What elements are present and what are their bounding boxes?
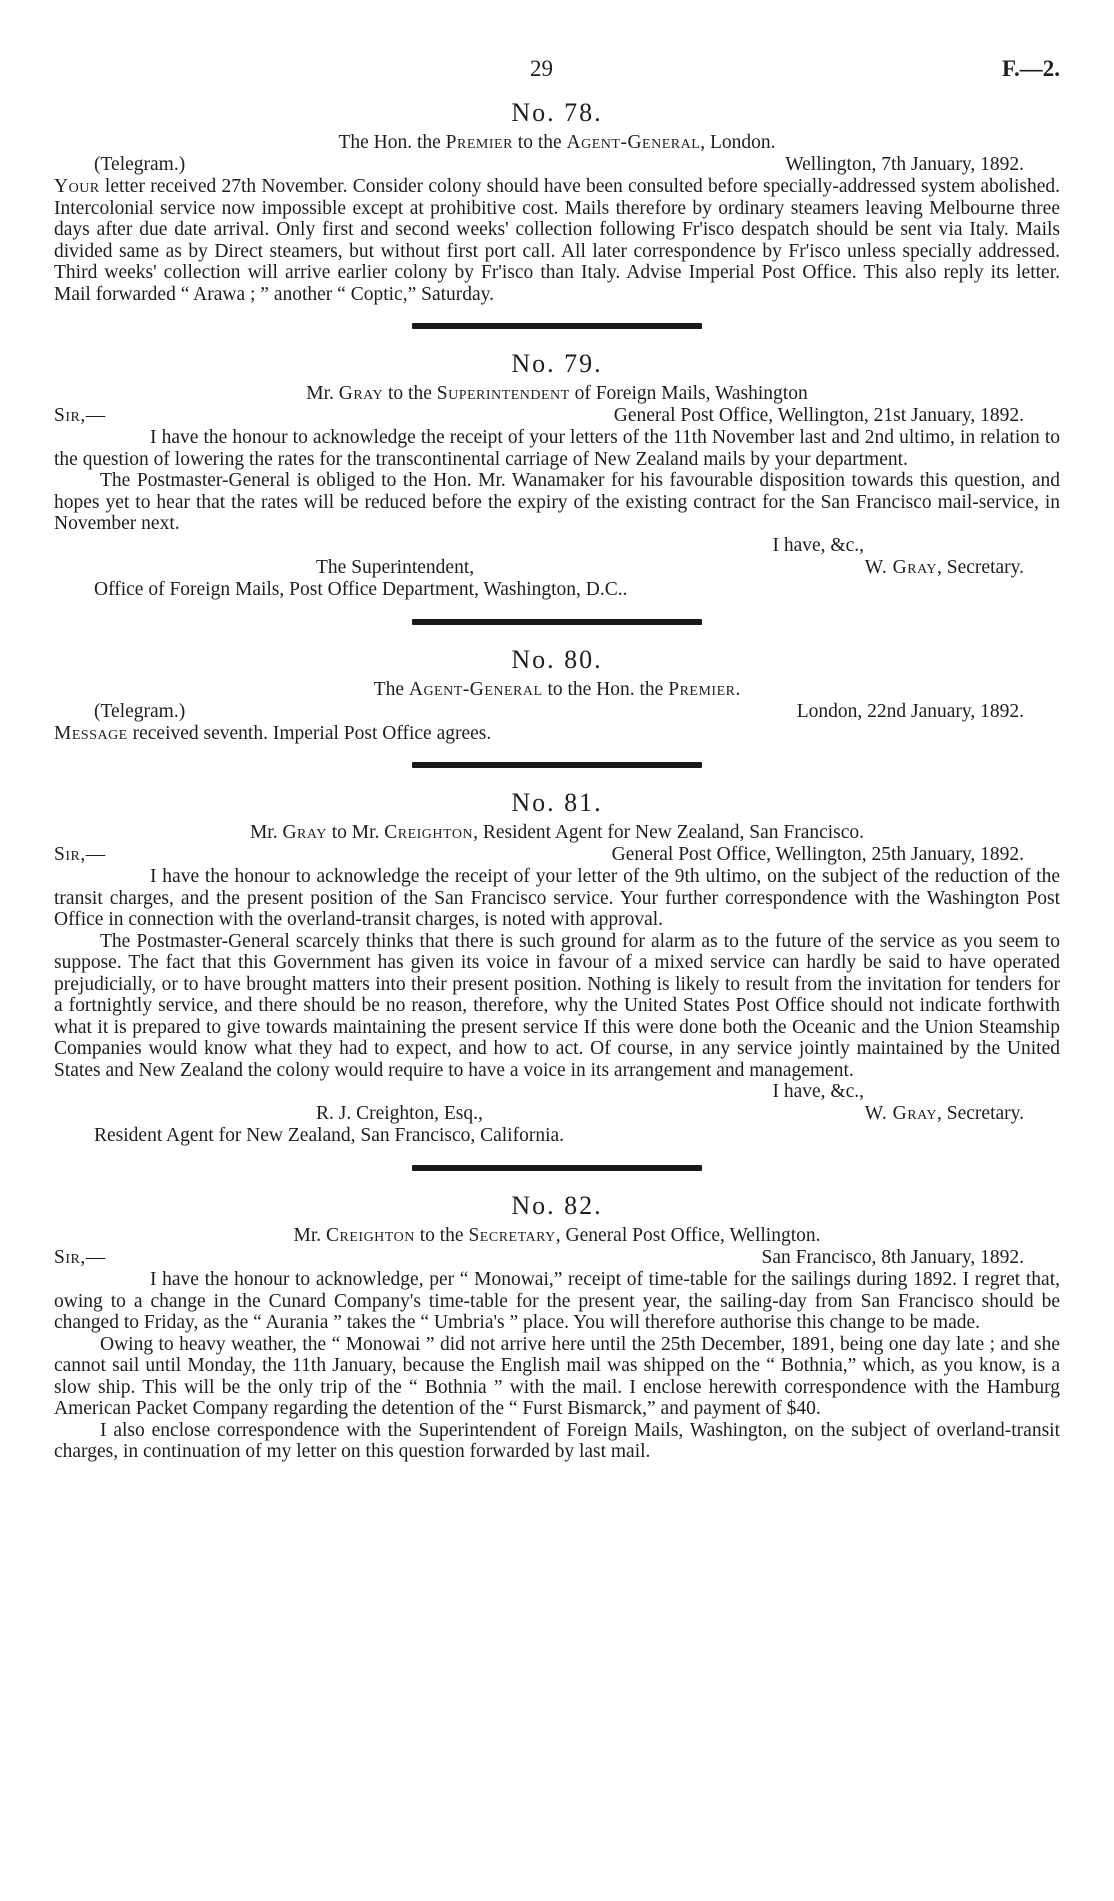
closing: I have, &c., xyxy=(772,534,864,556)
paragraph: I also enclose correspondence with the Superintendent of Foreign Mails, Washington, on the subject of overland-transit charges, in continuation of my letter on this question forwarded by last mail. xyxy=(54,1419,1060,1462)
dateline: San Francisco, 8th January, 1892. xyxy=(761,1247,1024,1268)
salutation: Sir,— xyxy=(54,844,106,865)
paragraph: I have the honour to acknowledge, per “ Monowai,” receipt of time-table for the sailings during 1892. I regret that, owing to a change in the Cunard Company's time-table for the present year, the sailing-day from San Francisco should be changed to Friday, as the “ Aurania ” takes the “ Umbria's ” place. You will therefore authorise this change to be made. xyxy=(54,1269,1060,1333)
letter-number: No. 80. xyxy=(511,644,603,674)
paragraph: The Postmaster-General scarcely thinks that there is such ground for alarm as to the future of the service as you seem to suppose. The fact that this Government has given its voice in favour of a mixed service can hardly be said to have operated prejudicially, or to have brought matters into their present position. Nothing is likely to result from the invitation for tenders for a fortnightly service, and there should be no reason, therefore, why the United States Post Office should not indicate forthwith what it is prepared to give towards maintaining the present service If this were done both the Oceanic and the Union Steamship Companies would know what they had to expect, and how to act. Of course, in any service jointly maintained by the United States and New Zealand the colony would require to have a voice in its arrangement and management. xyxy=(54,930,1060,1081)
salutation: Sir,— xyxy=(54,405,106,426)
letter-78 xyxy=(54,98,1060,305)
closing: I have, &c., xyxy=(772,1081,864,1102)
letter-heading: Mr. Creighton to the Secretary, General Post Office, Wellington. xyxy=(293,1225,821,1246)
dateline: London, 22nd January, 1892. xyxy=(796,700,1024,722)
paragraph: Owing to heavy weather, the “ Monowai ” did not arrive here until the 25th December, 1891, being one day late ; and she cannot sail until Monday, the 11th January, because the English mail was shipped on the “ Bothnia,” which, as you know, is a slow ship. This will be the only trip of the “ Bothnia ” with the mail. I enclose herewith correspondence with the Hamburg American Packet Company regarding the detention of the “ Furst Bismarck,” and payment of $40. xyxy=(54,1333,1060,1419)
running-header xyxy=(54,56,1060,92)
salutation: Sir,— xyxy=(54,1247,106,1268)
dateline: General Post Office, Wellington, 21st January, 1892. xyxy=(613,405,1024,426)
document-page xyxy=(54,56,1060,1463)
letter-number: No. 79. xyxy=(511,349,603,378)
page-number: 29 xyxy=(530,56,553,81)
address: Office of Foreign Mails, Post Office Department, Washington, D.C.. xyxy=(94,578,628,600)
letter-type: (Telegram.) xyxy=(94,700,186,722)
letter-heading: Mr. Gray to Mr. Creighton, Resident Agent for New Zealand, San Francisco. xyxy=(249,822,865,843)
signature-line xyxy=(54,1103,1060,1125)
addressee: R. J. Creighton, Esq., xyxy=(316,1103,483,1124)
letter-meta xyxy=(54,844,1060,866)
paragraph: Your letter received 27th November. Consider colony should have been consulted before specially-addressed system abolished. Intercolonial service now impossible except at prohibitive cost. Mails therefore by ordinary steamers leaving Melbourne three days after due date arrival. Only first and second weeks' collection following Fr'isco despatch should be sent via Italy. Mails divided same as by Direct steamers, but without first port call. All later correspondence by Fr'isco unless specially addressed. Third weeks' collection will arrive earlier colony by Fr'isco than Italy. Advise Imperial Post Office. This also reply its letter. Mail forwarded “ Arawa ; ” another “ Coptic,” Saturday. xyxy=(54,176,1060,305)
letter-type: (Telegram.) xyxy=(94,154,186,175)
paragraph: Message received seventh. Imperial Post Office agrees. xyxy=(54,722,492,744)
letter-meta xyxy=(54,405,1060,427)
section-divider xyxy=(412,762,702,768)
section-divider xyxy=(412,1165,702,1171)
document-reference: F.—2. xyxy=(1002,56,1060,81)
dateline: Wellington, 7th January, 1892. xyxy=(785,154,1024,175)
paragraph: The Postmaster-General is obliged to the Hon. Mr. Wanamaker for his favourable disposition towards this question, and hopes yet to hear that the rates will be reduced before the expiry of the existing contract for the San Francisco mail-service, in November next. xyxy=(54,470,1060,534)
letter-number: No. 78. xyxy=(511,98,603,127)
dateline: General Post Office, Wellington, 25th January, 1892. xyxy=(611,844,1024,865)
letter-79 xyxy=(54,349,1060,601)
letter-heading: Mr. Gray to the Superintendent of Foreign Mails, Washington xyxy=(306,383,808,404)
letter-80 xyxy=(54,645,1060,745)
letter-81 xyxy=(54,788,1060,1147)
letter-heading: The Agent-General to the Hon. the Premier. xyxy=(373,678,741,700)
section-divider xyxy=(412,619,702,625)
address: Resident Agent for New Zealand, San Francisco, California. xyxy=(94,1125,565,1146)
paragraph: I have the honour to acknowledge the receipt of your letters of the 11th November last and 2nd ultimo, in relation to the question of lowering the rates for the transcontinental carriage of New Zealand mails by your department. xyxy=(54,427,1060,470)
signature: W. Gray, Secretary. xyxy=(864,556,1024,578)
addressee: The Superintendent, xyxy=(316,556,475,578)
letter-meta xyxy=(54,701,1060,723)
letter-82 xyxy=(54,1191,1060,1463)
letter-heading: The Hon. the Premier to the Agent-General, London. xyxy=(338,132,776,153)
paragraph: I have the honour to acknowledge the receipt of your letter of the 9th ultimo, on the subject of the reduction of the transit charges, and the present position of the San Francisco service. Your further correspondence with the Washington Post Office in connection with the overland-transit charges, is noted with approval. xyxy=(54,866,1060,930)
letter-number: No. 81. xyxy=(511,788,603,817)
section-divider xyxy=(412,323,702,329)
letter-number: No. 82. xyxy=(511,1191,603,1220)
letter-meta xyxy=(54,1247,1060,1269)
letter-meta xyxy=(54,154,1060,176)
signature: W. Gray, Secretary. xyxy=(864,1103,1024,1124)
signature-line xyxy=(54,557,1060,579)
